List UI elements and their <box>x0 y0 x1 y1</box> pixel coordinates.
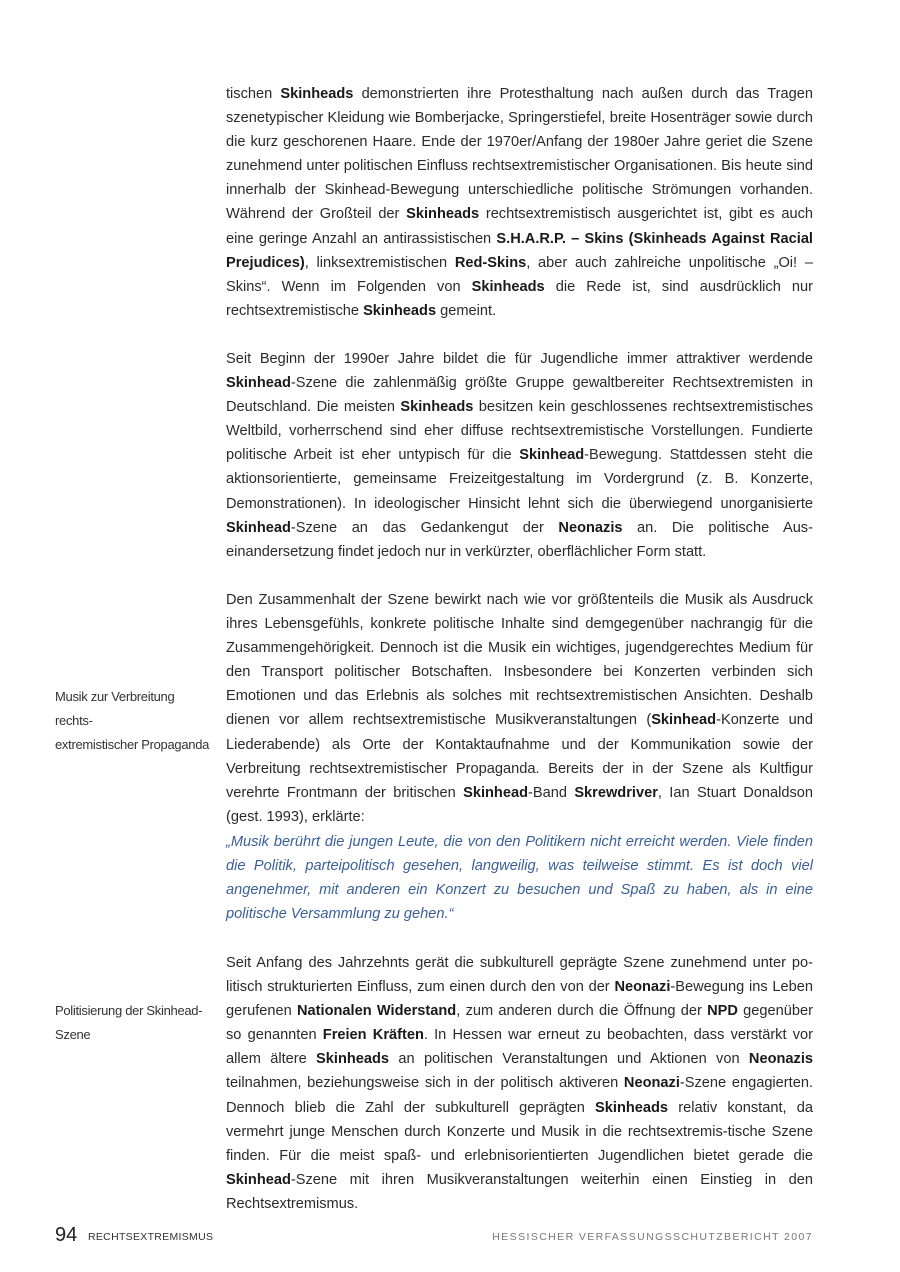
bold-term: NPD <box>707 1003 738 1020</box>
bold-term: S.H.A.R.P. – Skins (Skinheads Against Racial Prejudices) <box>226 230 813 271</box>
margin-note-music-propaganda <box>55 685 215 757</box>
margin-note-politicization <box>55 999 215 1047</box>
bold-term: Skinheads <box>406 206 480 223</box>
margin-note-line: Musik zur Verbreitung rechts- <box>55 689 175 728</box>
margin-note-line: Szene <box>55 1027 91 1042</box>
margin-note-line: Politisierung der Skinhead- <box>55 1003 203 1018</box>
bold-term: Neonazis <box>558 519 623 536</box>
bold-term: Skinhead <box>226 519 291 536</box>
margin-note-line: extremistischer Propaganda <box>55 737 210 752</box>
section-title: RECHTSEXTREMISMUS <box>88 1231 214 1243</box>
bold-term: Freien Kräften <box>322 1027 424 1044</box>
bold-term: Skinhead <box>519 447 585 464</box>
paragraph-music-cohesion: Den Zusammenhalt der Szene bewirkt nach wie vor größtenteils die Musik als Ausdruck ihres Lebensgefühls, konkrete politische Inhalte sind demgegenüber nachrangig für die Zusammengehörigkeit. Dennoch ist die Musik ein wichtiges, jugendgerechtes Medium für den Transport politischer Botschaften. Insbesondere bei Konzerten verbinden sich Emotionen und das Erlebnis als solches mit rechtsextremistischen Ansichten. Deshalb dienen vor allem rechtsextremistische Musikveranstaltungen (Skinhead-Konzerte und Liederabende) als Orte der Kontaktaufnahme und der Kommunikation sowie der Verbreitung rechtsextremistischer Propaganda. Bereits der in der Szene als Kultfigur verehrte Frontmann der britischen Skinhead-Band Skrewdriver, Ian Stuart Donaldson (gest. 1993), erklärte: <box>226 592 814 825</box>
bold-term: Skinheads <box>316 1051 390 1068</box>
bold-term: Skinheads <box>595 1099 669 1116</box>
bold-term: Skinhead <box>651 712 717 729</box>
bold-term: Skinhead <box>463 784 528 801</box>
page-number: 94 <box>55 1224 78 1246</box>
donaldson-quote: „Musik berührt die jungen Leute, die von den Politikern nicht erreicht werden. Viele finden die Politik, parteipolitisch gesehen, langweilig, was teilweise stimmt. Es ist doch viel angenehmer, mit anderen ein Konzert zu besuchen und Spaß zu haben, als in eine politische Versammlung zu gehen.“ <box>226 834 813 923</box>
bold-term: Skinheads <box>363 302 437 319</box>
bold-term: Skinheads <box>400 399 474 416</box>
paragraph-skinhead-appearance: tischen Skinheads demonstrierten ihre Protesthaltung nach außen durch das Tragen szenetypischer Kleidung wie Bomberjacke, Springerstiefel, breite Hosenträger sowie durch die kurz geschorenen Haare. Ende der 1970er/Anfang der 1980er Jahre geriet die Szene zunehmend unter politischen Einfluss rechtsextremistischer Organisationen. Bis heute sind innerhalb der Skinhead-Bewegung unterschiedliche politische Strömungen vorhanden. Während der Großteil der Skinheads rechtsextremistisch ausgerichtet ist, gibt es auch eine geringe Anzahl an antirassistischen S.H.A.R.P. – Skins (Skinheads Against Racial Prejudices), linksextremistischen Red-Skins, aber auch zahlreiche unpolitische „Oi! – Skins“. Wenn im Folgenden von Skinheads die Rede ist, sind ausdrücklich nur rechtsextremistische Skinheads gemeint. <box>226 86 813 319</box>
bold-term: Skinheads <box>471 278 545 295</box>
bold-term: Red-Skins <box>454 254 527 271</box>
paragraph-skinhead-scene-1990s: Seit Beginn der 1990er Jahre bildet die für Jugendliche immer attraktiver werdende Skinhead-Szene die zahlenmäßig größte Gruppe gewaltbereiter Rechtsextremisten in Deutschland. Die meisten Skinheads besitzen kein geschlossenes rechtsextremistisches Weltbild, vorherrschend sind eher diffuse rechtsextremistische Vorstellungen. Fundierte politische Arbeit ist eher untypisch für die Skinhead-Bewegung. Stattdessen steht die aktionsorientierte, gemeinsame Freizeitgestaltung im Vordergrund (z. B. Konzerte, Demonstrationen). In ideologischer Hinsicht lehnt sich die überwiegend unorganisierte Skinhead-Szene an das Gedankengut der Neonazis an. Die politische Auseinandersetzung findet jedoch nur in verkürzter, oberflächlicher Form statt. <box>226 351 813 560</box>
bold-term: Skrewdriver <box>574 784 658 801</box>
paragraph-politicization: Seit Anfang des Jahrzehnts gerät die subkulturell geprägte Szene zunehmend unter politisch strukturierten Einfluss, zum einen durch den von der Neonazi-Bewegung ins Leben gerufenen Nationalen Widerstand, zum anderen durch die Öffnung der NPD gegenüber so genannten Freien Kräften. In Hessen war erneut zu beobachten, dass verstärkt vor allem ältere Skinheads an politischen Veranstaltungen und Aktionen von Neonazis teilnahmen, beziehungsweise sich in der politisch aktiveren Neonazi-Szene engagierten. Dennoch blieb die Zahl der subkulturell geprägten Skinheads relativ konstant, da vermehrt junge Menschen durch Konzerte und Musik in die rechtsextremis-tische Szene finden. Für die meist spaß- und erlebnisorientierten Jugendlichen bietet gerade die Skinhead-Szene mit ihren Musikveranstaltungen weiterhin einen Einstieg in den Rechtsextremismus. <box>226 955 814 1212</box>
bold-term: Neonazis <box>748 1051 813 1068</box>
bold-term: Skinheads <box>280 86 354 102</box>
bold-term: Nationalen Widerstand <box>297 1003 457 1020</box>
bold-term: Skinhead <box>226 1171 291 1188</box>
bold-term: Neonazi <box>614 979 671 996</box>
publication-title: HESSISCHER VERFASSUNGSSCHUTZBERICHT 2007 <box>492 1231 813 1243</box>
bold-term: Skinhead <box>226 375 291 392</box>
bold-term: Neonazi <box>623 1075 680 1092</box>
